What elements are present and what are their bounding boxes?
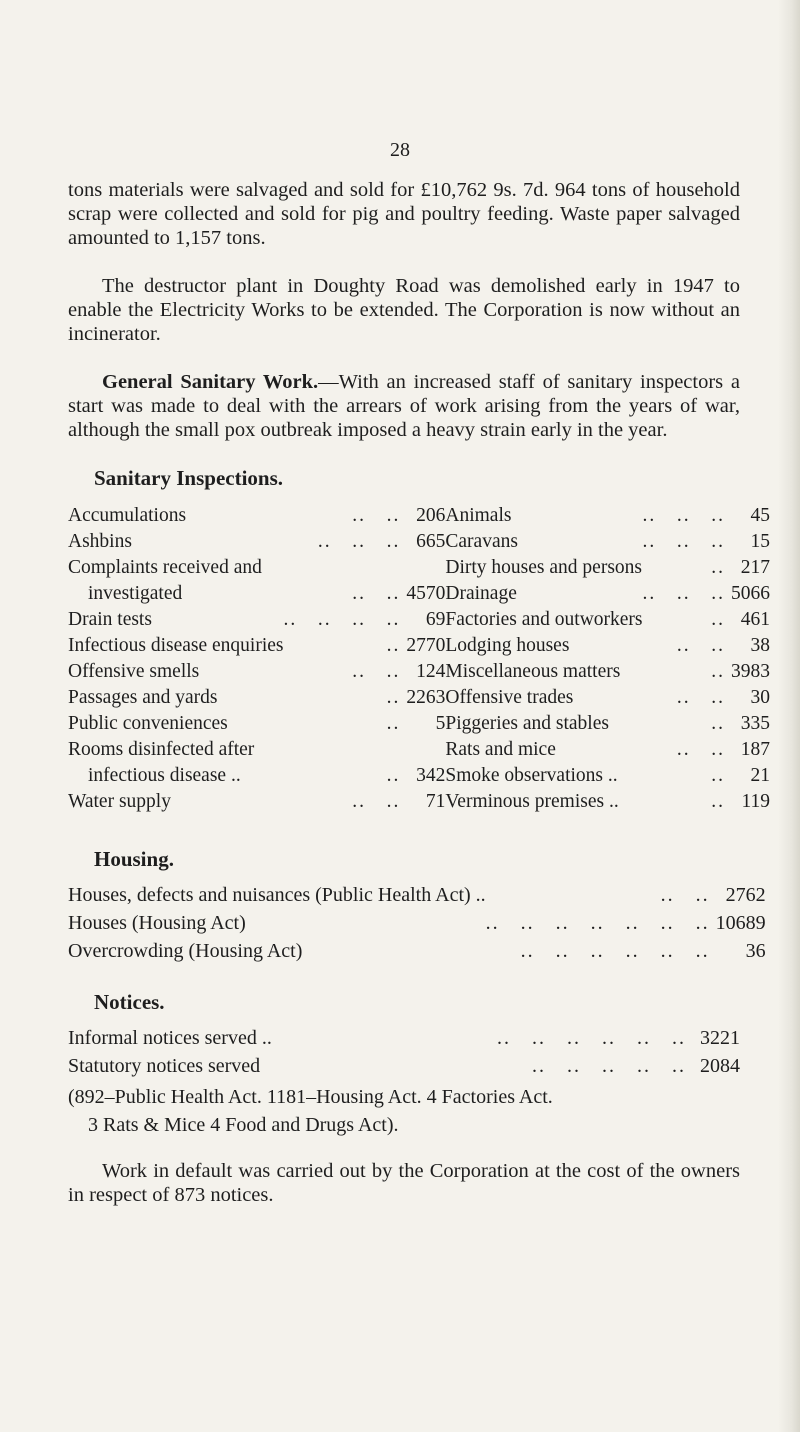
row-label: Passages and yards — [68, 687, 218, 708]
table-row — [445, 765, 770, 791]
paragraph-destructor: The destructor plant in Doughty Road was demolished early in 1947 to enable the Electricity Works to be extended. The Corporation is now without an incinerator. — [68, 275, 740, 345]
table-row — [68, 765, 445, 791]
row-leader-dots: .. .. .. — [317, 531, 401, 552]
row-value: 10689 — [715, 912, 766, 934]
row-value: 3221 — [700, 1027, 740, 1049]
row-value: 15 — [750, 531, 771, 552]
row-label: Verminous premises .. — [445, 791, 619, 812]
row-label: investigated — [88, 583, 183, 604]
row-value: 217 — [740, 557, 771, 578]
table-row — [68, 531, 445, 557]
table-row — [68, 940, 766, 968]
table-row — [68, 884, 766, 912]
row-label: Houses, defects and nuisances (Public Health Act) .. — [68, 884, 486, 906]
row-leader-dots: .. .. .. .. .. .. — [520, 940, 710, 962]
row-value: 187 — [740, 739, 771, 760]
page-content — [68, 178, 771, 1207]
row-label: Statutory notices served — [68, 1055, 261, 1077]
row-leader-dots: .. — [711, 791, 726, 812]
row-label: Rooms disinfected after — [68, 739, 255, 760]
row-label: Rats and mice — [445, 739, 556, 760]
row-value — [406, 739, 445, 765]
sanitary-table-right — [445, 505, 770, 817]
row-leader-dots: .. — [386, 713, 401, 734]
row-value — [406, 557, 445, 583]
row-leader-dots: .. .. — [352, 505, 401, 526]
paragraph-general-sanitary — [68, 370, 740, 442]
table-row — [445, 713, 770, 739]
row-value: 665 — [416, 531, 446, 552]
row-label: Houses (Housing Act) — [68, 912, 246, 934]
row-leader-dots: .. .. — [676, 739, 726, 760]
row-label: Water supply — [68, 791, 171, 812]
notices-table — [68, 1027, 740, 1083]
row-leader-dots: .. .. .. .. — [283, 609, 401, 630]
table-row — [445, 687, 770, 713]
row-leader-dots: .. — [711, 661, 726, 682]
row-label: Animals — [445, 505, 512, 526]
row-leader-dots: .. .. — [676, 687, 726, 708]
row-label: Miscellaneous matters — [445, 661, 621, 682]
row-value: 21 — [750, 765, 771, 786]
row-label: Ashbins — [68, 531, 132, 552]
paragraph-work-in-default: Work in default was carried out by the Corporation at the cost of the owners in respect of 873 notices. — [68, 1160, 740, 1206]
table-row — [68, 687, 445, 713]
row-label: Offensive trades — [445, 687, 574, 708]
row-value: 5066 — [731, 583, 771, 604]
row-leader-dots: .. .. — [660, 884, 710, 906]
row-label: Overcrowding (Housing Act) — [68, 940, 303, 962]
table-row — [445, 661, 770, 687]
table-row — [445, 791, 770, 817]
row-label: Complaints received and — [68, 557, 262, 578]
table-row — [68, 1027, 740, 1055]
row-leader-dots: .. — [386, 635, 401, 656]
row-label: Offensive smells — [68, 661, 200, 682]
table-row — [68, 713, 445, 739]
row-label: Caravans — [445, 531, 518, 552]
row-value: 124 — [416, 661, 446, 682]
table-row — [445, 583, 770, 609]
row-label: Informal notices served .. — [68, 1027, 272, 1049]
row-value: 2263 — [406, 687, 446, 708]
row-label: Infectious disease enquiries — [68, 635, 284, 656]
row-leader-dots: .. — [711, 557, 726, 578]
row-label: infectious disease .. — [88, 765, 241, 786]
table-row — [68, 505, 445, 531]
row-leader-dots: .. — [386, 765, 401, 786]
row-value: 30 — [750, 687, 771, 708]
row-value: 342 — [416, 765, 446, 786]
row-leader-dots: .. .. .. — [642, 531, 726, 552]
paragraph-salvage: tons materials were salvaged and sold for £10,762 9s. 7d. 964 tons of household scrap were collected and sold for pig and poultry feeding. Waste paper salvaged amounted to 1,157 tons. — [68, 179, 740, 249]
table-row — [445, 557, 770, 583]
table-row — [68, 912, 766, 940]
table-row — [68, 661, 445, 687]
row-leader-dots: .. .. .. .. .. .. — [497, 1027, 686, 1049]
row-label: Smoke observations .. — [445, 765, 618, 786]
table-row — [68, 1055, 740, 1083]
notices-breakdown-line2: 3 Rats & Mice 4 Food and Drugs Act). — [88, 1114, 399, 1136]
table-row — [68, 791, 445, 817]
general-sanitary-body: —With an increased staff of sanitary inspectors a start was made to deal with the arrears of work arising from the years of war, although the small pox outbreak imposed a heavy strain early in the year. — [68, 371, 740, 441]
table-row — [445, 609, 770, 635]
row-leader-dots: .. .. — [352, 661, 401, 682]
housing-title: Housing. — [94, 847, 174, 871]
row-label: Piggeries and stables — [445, 713, 609, 734]
row-label: Accumulations — [68, 505, 187, 526]
row-leader-dots: .. — [386, 687, 401, 708]
row-value: 5 — [435, 713, 446, 734]
notices-title: Notices. — [94, 990, 165, 1014]
table-row — [445, 739, 770, 765]
row-leader-dots — [284, 739, 407, 765]
row-leader-dots: .. .. — [352, 791, 401, 812]
row-leader-dots: .. .. — [676, 635, 726, 656]
row-value: 38 — [750, 635, 771, 656]
row-leader-dots: .. .. .. — [642, 505, 726, 526]
row-label: Public conveniences — [68, 713, 228, 734]
row-value: 71 — [425, 791, 446, 812]
row-leader-dots: .. .. .. .. .. .. .. — [485, 912, 710, 934]
row-value: 461 — [740, 609, 771, 630]
row-value: 2762 — [725, 884, 766, 906]
row-value: 36 — [745, 940, 766, 962]
table-row — [68, 557, 445, 583]
table-row — [68, 739, 445, 765]
notices-breakdown-line1: (892–Public Health Act. 1181–Housing Act. 4 Factories Act. — [68, 1086, 553, 1108]
housing-section — [68, 847, 766, 968]
table-row — [68, 609, 445, 635]
row-leader-dots: .. — [711, 713, 726, 734]
row-value: 3983 — [731, 661, 771, 682]
row-value: 45 — [750, 505, 771, 526]
row-value: 4570 — [406, 583, 446, 604]
table-row — [68, 583, 445, 609]
row-leader-dots: .. — [711, 765, 726, 786]
table-row — [445, 635, 770, 661]
notices-section — [68, 990, 740, 1139]
row-value: 69 — [425, 609, 446, 630]
table-row — [68, 635, 445, 661]
sanitary-inspections-title: Sanitary Inspections. — [94, 466, 284, 490]
row-value: 2770 — [406, 635, 446, 656]
row-leader-dots: .. — [711, 609, 726, 630]
row-value: 119 — [741, 791, 771, 812]
row-value: 335 — [740, 713, 771, 734]
sanitary-table-left — [68, 505, 445, 817]
row-value: 2084 — [700, 1055, 740, 1077]
page-number: 28 — [390, 139, 410, 161]
row-label: Drainage — [445, 583, 517, 604]
general-sanitary-heading: General Sanitary Work. — [102, 371, 319, 393]
row-value: 206 — [416, 505, 446, 526]
row-leader-dots — [284, 557, 407, 583]
housing-table — [68, 884, 766, 968]
row-label: Drain tests — [68, 609, 152, 630]
table-row — [445, 531, 770, 557]
row-label: Dirty houses and persons — [445, 557, 642, 578]
row-leader-dots: .. .. .. .. .. — [532, 1055, 686, 1077]
table-row — [445, 505, 770, 531]
page-edge-shadow — [778, 0, 800, 1432]
sanitary-inspections-section — [68, 466, 771, 817]
row-label: Factories and outworkers — [445, 609, 643, 630]
row-label: Lodging houses — [445, 635, 570, 656]
row-leader-dots: .. .. — [352, 583, 401, 604]
row-leader-dots: .. .. .. — [642, 583, 726, 604]
